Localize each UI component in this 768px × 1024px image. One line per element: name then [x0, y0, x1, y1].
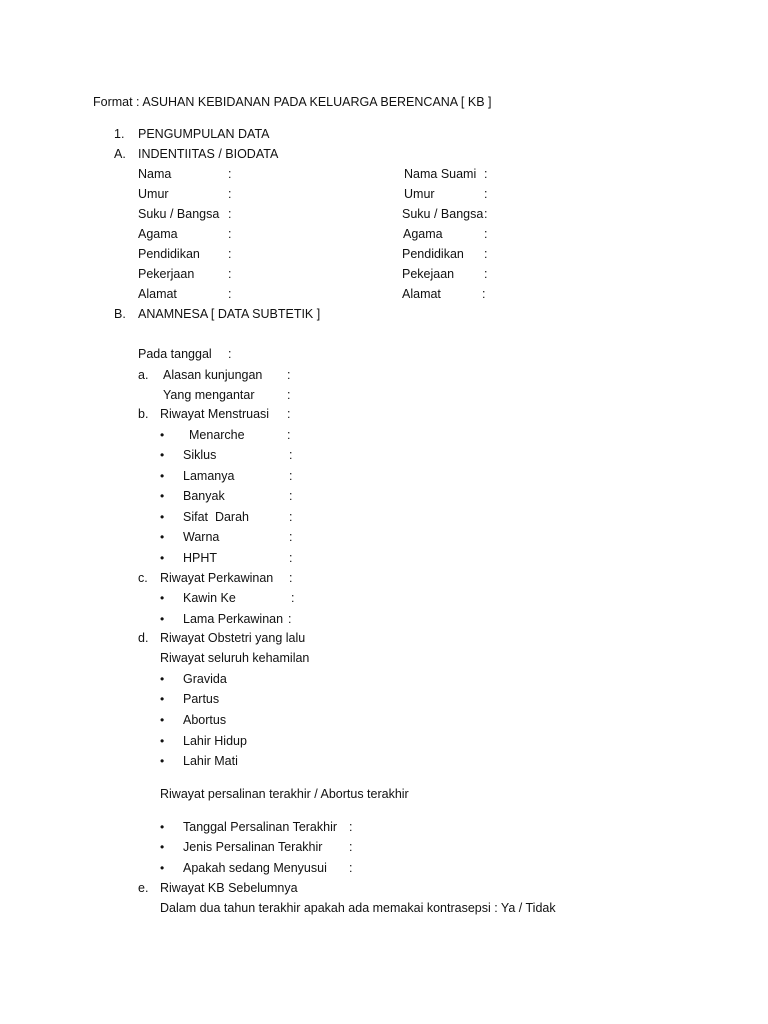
- menstruation-field-colon: :: [289, 448, 293, 462]
- contraception-question: Dalam dua tahun terakhir apakah ada memakai kontrasepsi : Ya / Tidak: [160, 901, 556, 915]
- husband-field-label: Nama Suami: [404, 167, 477, 181]
- date-label: Pada tanggal: [138, 347, 212, 361]
- section-a-title: INDENTIITAS / BIODATA: [138, 147, 279, 161]
- menstruation-field-colon: :: [289, 530, 293, 544]
- husband-field-colon: :: [482, 287, 486, 301]
- wife-field-colon: :: [228, 207, 232, 221]
- wife-field-label: Pekerjaan: [138, 267, 195, 281]
- section-b-letter: B.: [114, 307, 126, 321]
- wife-field-label: Alamat: [138, 287, 177, 301]
- menstruation-field-label: Lamanya: [183, 469, 235, 483]
- document-title: Format : ASUHAN KEBIDANAN PADA KELUARGA BERENCANA [ KB ]: [93, 95, 492, 109]
- husband-field-colon: :: [484, 227, 488, 241]
- bullet-icon: •: [160, 820, 165, 834]
- husband-field-colon: :: [484, 167, 488, 181]
- last-delivery-field-colon: :: [349, 840, 353, 854]
- section-a-letter: A.: [114, 147, 126, 161]
- bullet-icon: •: [160, 469, 165, 483]
- bullet-icon: •: [160, 591, 165, 605]
- item-a-letter: a.: [138, 368, 149, 382]
- husband-field-label: Pekejaan: [402, 267, 455, 281]
- item-b-label: Riwayat Menstruasi: [160, 407, 270, 421]
- last-delivery-field-colon: :: [349, 861, 353, 875]
- section-1-number: 1.: [114, 127, 125, 141]
- item-b-colon: :: [287, 407, 291, 421]
- menstruation-field-label: Sifat Darah: [183, 510, 250, 524]
- last-delivery-field-label: Tanggal Persalinan Terakhir: [183, 820, 338, 834]
- wife-field-colon: :: [228, 287, 232, 301]
- last-delivery-field-colon: :: [349, 820, 353, 834]
- menstruation-field-colon: :: [289, 489, 293, 503]
- bullet-icon: •: [160, 448, 165, 462]
- wife-field-label: Umur: [138, 187, 169, 201]
- bullet-icon: •: [160, 672, 165, 686]
- husband-field-label: Pendidikan: [402, 247, 464, 261]
- pregnancy-item: Gravida: [183, 672, 227, 686]
- item-a-label: Alasan kunjungan: [163, 368, 263, 382]
- marriage-field-colon: :: [288, 612, 292, 626]
- bullet-icon: •: [160, 734, 165, 748]
- husband-field-colon: :: [484, 187, 488, 201]
- menstruation-field-label: Siklus: [183, 448, 217, 462]
- husband-field-label: Alamat: [402, 287, 441, 301]
- item-c-letter: c.: [138, 571, 148, 585]
- wife-field-label: Nama: [138, 167, 172, 181]
- menstruation-field-colon: :: [287, 428, 291, 442]
- date-colon: :: [228, 347, 232, 361]
- last-delivery-field-label: Jenis Persalinan Terakhir: [183, 840, 323, 854]
- item-e-label: Riwayat KB Sebelumnya: [160, 881, 298, 895]
- section-1-title: PENGUMPULAN DATA: [138, 127, 270, 141]
- menstruation-field-label: Warna: [183, 530, 220, 544]
- bullet-icon: •: [160, 754, 165, 768]
- husband-field-label: Umur: [404, 187, 435, 201]
- bullet-icon: •: [160, 861, 165, 875]
- pregnancy-item: Partus: [183, 692, 220, 706]
- wife-field-label: Agama: [138, 227, 178, 241]
- bullet-icon: •: [160, 428, 165, 442]
- item-a-sub-label: Yang mengantar: [163, 388, 255, 402]
- pregnancy-item: Lahir Hidup: [183, 734, 247, 748]
- husband-field-colon: :: [484, 247, 488, 261]
- husband-field-label: Agama: [403, 227, 443, 241]
- item-c-colon: :: [289, 571, 293, 585]
- item-e-letter: e.: [138, 881, 149, 895]
- bullet-icon: •: [160, 510, 165, 524]
- husband-field-label: Suku / Bangsa: [402, 207, 484, 221]
- last-delivery-field-label: Apakah sedang Menyusui: [183, 861, 327, 875]
- menstruation-field-label: Menarche: [189, 428, 245, 442]
- menstruation-field-colon: :: [289, 469, 293, 483]
- item-d-sublabel: Riwayat seluruh kehamilan: [160, 651, 310, 665]
- wife-field-colon: :: [228, 227, 232, 241]
- wife-field-colon: :: [228, 167, 232, 181]
- marriage-field-label: Lama Perkawinan: [183, 612, 284, 626]
- bullet-icon: •: [160, 551, 165, 565]
- bullet-icon: •: [160, 530, 165, 544]
- menstruation-field-colon: :: [289, 551, 293, 565]
- bullet-icon: •: [160, 692, 165, 706]
- item-d-letter: d.: [138, 631, 149, 645]
- bullet-icon: •: [160, 489, 165, 503]
- menstruation-field-colon: :: [289, 510, 293, 524]
- item-b-letter: b.: [138, 407, 149, 421]
- menstruation-field-label: HPHT: [183, 551, 218, 565]
- wife-field-colon: :: [228, 187, 232, 201]
- husband-field-colon: :: [484, 207, 488, 221]
- marriage-field-label: Kawin Ke: [183, 591, 236, 605]
- wife-field-label: Pendidikan: [138, 247, 200, 261]
- section-b-title: ANAMNESA [ DATA SUBTETIK ]: [138, 307, 321, 321]
- bullet-icon: •: [160, 713, 165, 727]
- wife-field-colon: :: [228, 247, 232, 261]
- pregnancy-item: Lahir Mati: [183, 754, 238, 768]
- item-c-label: Riwayat Perkawinan: [160, 571, 274, 585]
- husband-field-colon: :: [484, 267, 488, 281]
- item-a-sub-colon: :: [287, 388, 291, 402]
- last-delivery-label: Riwayat persalinan terakhir / Abortus terakhir: [160, 787, 409, 801]
- item-a-colon: :: [287, 368, 291, 382]
- bullet-icon: •: [160, 612, 165, 626]
- menstruation-field-label: Banyak: [183, 489, 225, 503]
- item-d-label: Riwayat Obstetri yang lalu: [160, 631, 306, 645]
- bullet-icon: •: [160, 840, 165, 854]
- wife-field-colon: :: [228, 267, 232, 281]
- pregnancy-item: Abortus: [183, 713, 227, 727]
- marriage-field-colon: :: [291, 591, 295, 605]
- wife-field-label: Suku / Bangsa: [138, 207, 220, 221]
